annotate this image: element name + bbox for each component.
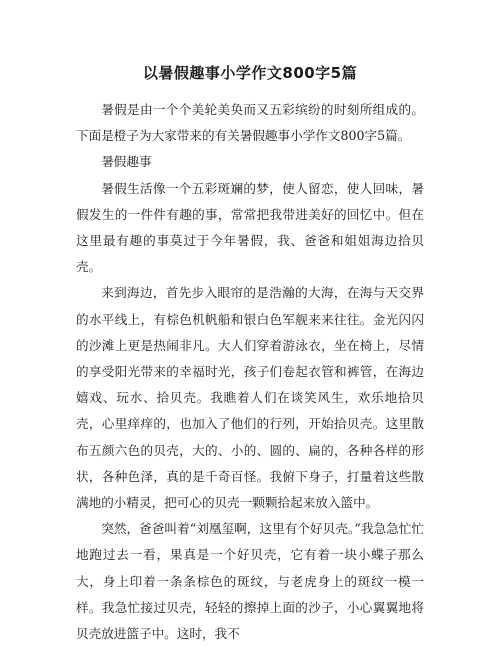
document-title: 以暑假趣事小学作文800字5篇 [142,64,358,82]
body-paragraph: 突然，爸爸叫着“刘凰玺啊，这里有个好贝壳。”我急急忙忙地跑过去一看，果真是一个好贝壳，它有着一块小蝶子那么大，身上印着一条条棕色的斑纹，与老虎身上的斑纹一模一样。我急忙接过贝壳，轻轻的擦掉上面的沙子，小心翼翼地将贝壳放进篮子中。这时，我不 [76,521,424,642]
intro-paragraph: 暑假是由一个个美轮美奂而又五彩缤纷的时刻所组成的。下面是橙子为大家带来的有关暑假趣事小学作文800字5篇。 [76,102,424,144]
body-paragraph: 来到海边，首先步入眼帘的是浩瀚的大海，在海与天交界的水平线上，有棕色机帆船和银白色军舰来来往往。金光闪闪的沙滩上更是热闹非凡。大人们穿着游泳衣，坐在椅上，尽情的享受阳光带来的幸福时光，孩子们卷起衣管和裤管，在海边嬉戏、玩水、拾贝壳。我瞧着人们在谈笑风生，欢乐地拾贝壳，心里痒痒的，也加入了他们的行列，开始拾贝壳。这里散布五颜六色的贝壳，大的、小的、圆的、扁的，各种各样的形状，各种色泽，真的是千奇百怪。我俯下身子，打量着这些散满地的小精灵，把可心的贝壳一颗颗拾起来放入篮中。 [76,285,424,511]
body-paragraph: 暑假生活像一个五彩斑斓的梦，使人留恋，使人回味，暑假发生的一件件有趣的事，常常把我带进美好的回忆中。但在这里最有趣的事莫过于今年暑假，我、爸爸和姐姐海边拾贝壳。 [76,180,424,275]
section-heading: 暑假趣事 [101,154,152,170]
